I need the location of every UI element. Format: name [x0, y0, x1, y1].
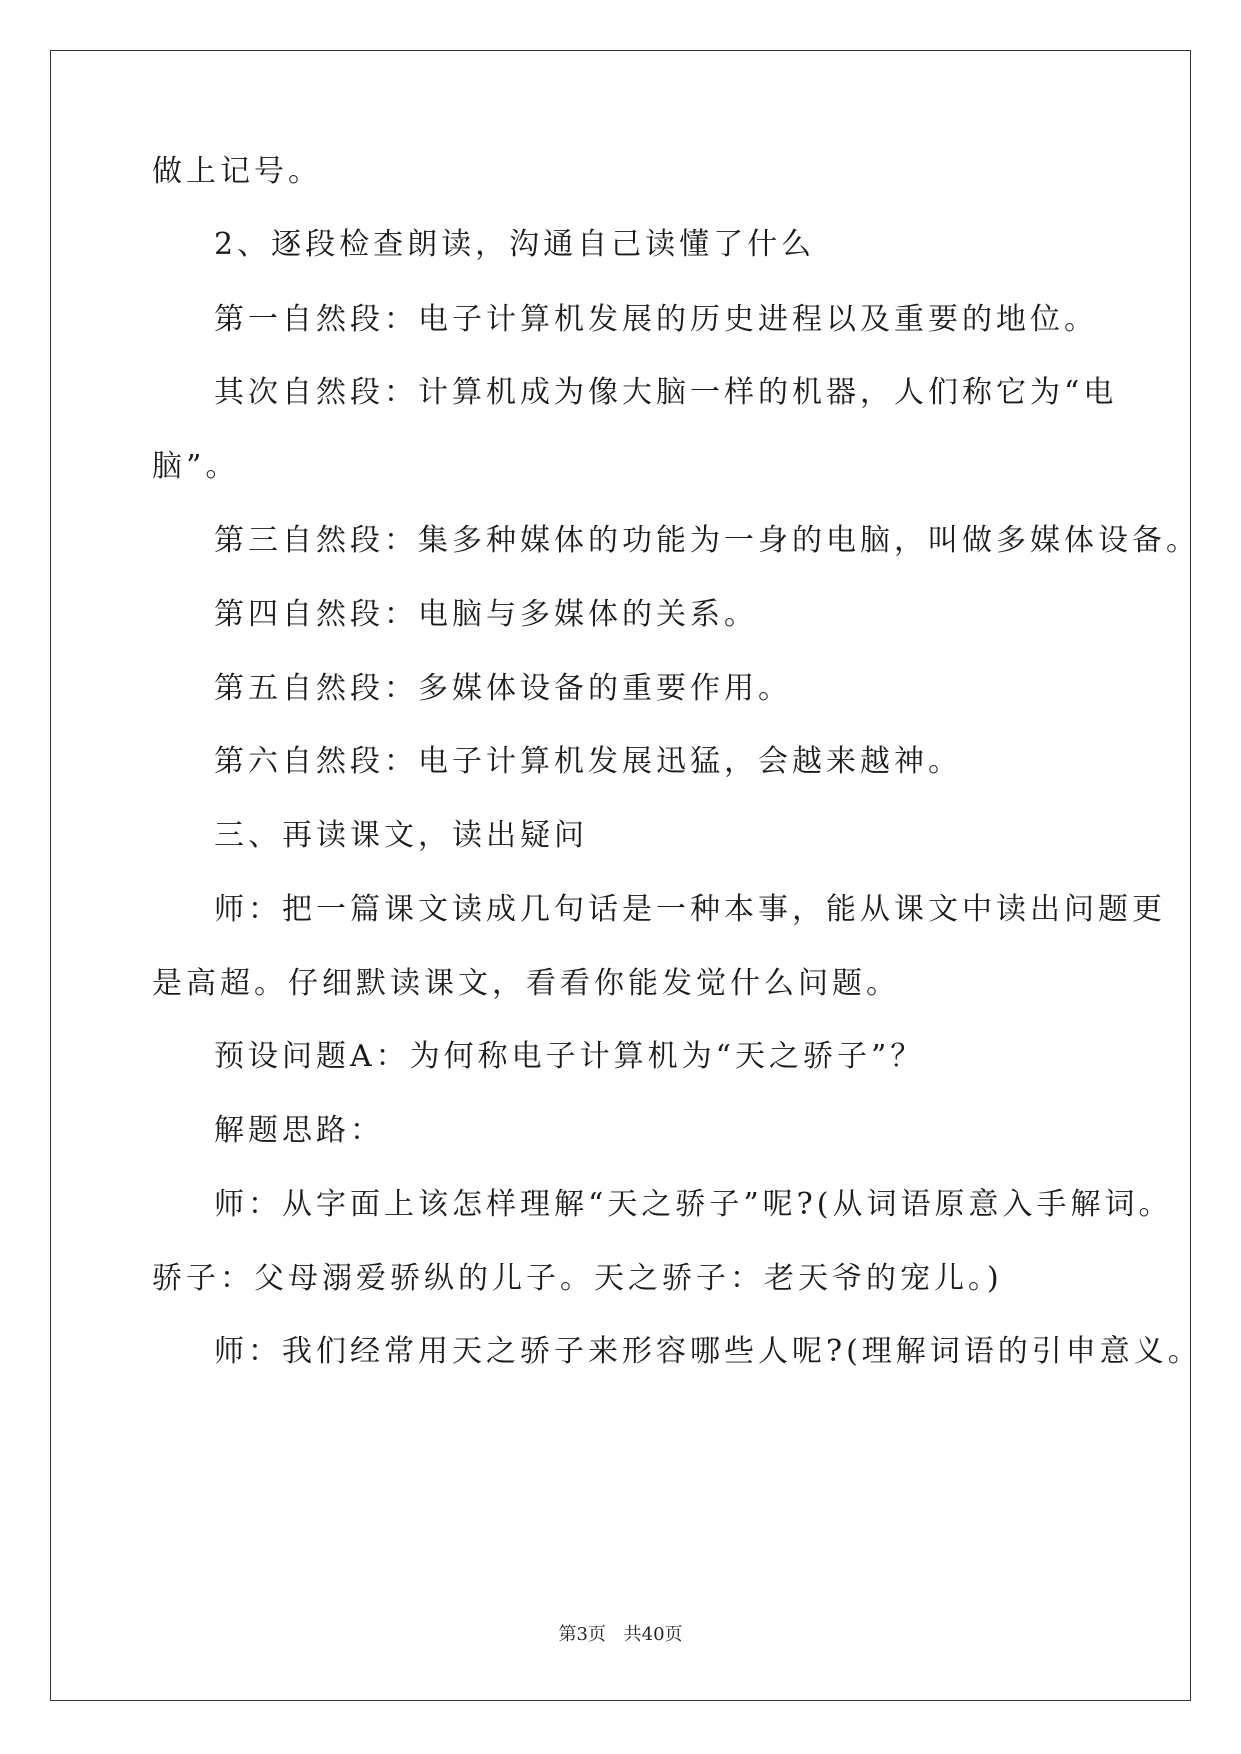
paragraph-line-8: 第五自然段：多媒体设备的重要作用。 — [214, 671, 792, 706]
page-total: 共40页 — [623, 1624, 683, 1645]
paragraph-line-11: 师：把一篇课文读成几句话是一种本事，能从课文中读出问题更 — [214, 892, 1166, 927]
paragraph-line-15: 师：从字面上该怎样理解“天之骄子”呢?(从词语原意入手解词。 — [214, 1187, 1173, 1222]
page-number: 第3页 — [558, 1624, 606, 1645]
paragraph-line-2: 2、逐段检查朗读，沟通自己读懂了什么 — [214, 227, 816, 262]
paragraph-line-13: 预设问题A：为何称电子计算机为“天之骄子”？ — [214, 1039, 925, 1074]
page-border — [50, 50, 1202, 1701]
paragraph-line-14: 解题思路： — [214, 1113, 384, 1148]
paragraph-line-9: 第六自然段：电子计算机发展迅猛，会越来越神。 — [214, 744, 962, 779]
page-footer — [0, 1626, 1241, 1644]
paragraph-line-4: 其次自然段：计算机成为像大脑一样的机器，人们称它为“电 — [214, 375, 1118, 410]
paragraph-line-17: 师：我们经常用天之骄子来形容哪些人呢?(理解词语的引申意义。 — [214, 1334, 1202, 1369]
paragraph-line-6: 第三自然段：集多种媒体的功能为一身的电脑，叫做多媒体设备。 — [214, 523, 1200, 558]
paragraph-line-12: 是高超。仔细默读课文，看看你能发觉什么问题。 — [152, 966, 900, 1001]
paragraph-line-7: 第四自然段：电脑与多媒体的关系。 — [214, 597, 758, 632]
paragraph-line-3: 第一自然段：电子计算机发展的历史进程以及重要的地位。 — [214, 302, 1098, 337]
paragraph-line-16: 骄子：父母溺爱骄纵的儿子。天之骄子：老天爷的宠儿。) — [152, 1261, 1003, 1296]
section-heading: 三、再读课文，读出疑问 — [214, 818, 588, 853]
paragraph-line-5: 脑”。 — [152, 449, 240, 484]
paragraph-line-1: 做上记号。 — [152, 154, 322, 189]
